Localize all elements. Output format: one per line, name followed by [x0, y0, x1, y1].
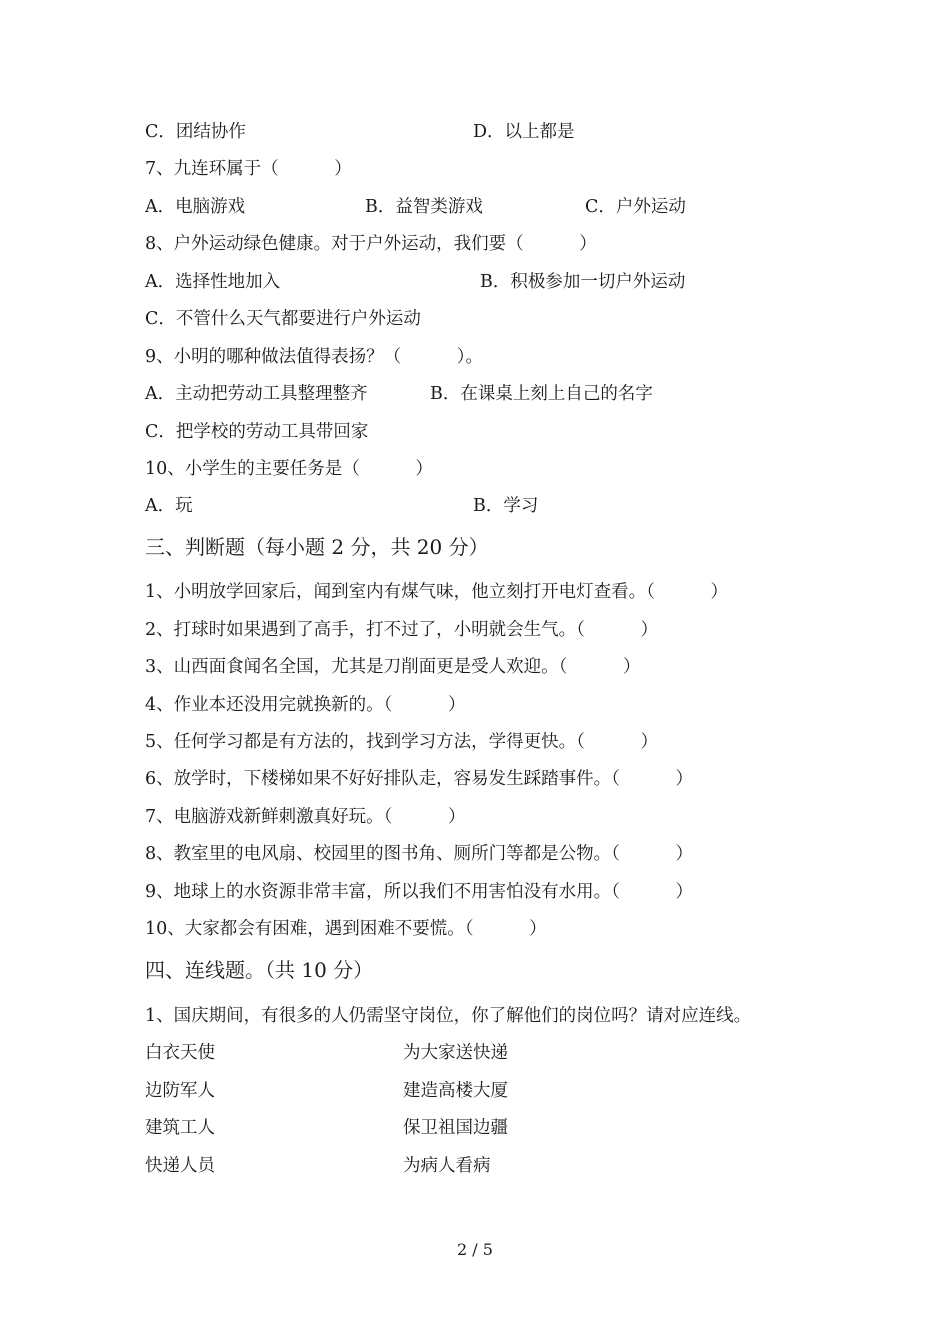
judgment-item: 1、小明放学回家后，闻到室内有煤气味，他立刻打开电灯查看。（ ）: [145, 582, 729, 602]
matching-right-item: 保卫祖国边疆: [403, 1118, 508, 1138]
judgment-item: 8、教室里的电风扇、校园里的图书角、厕所门等都是公物。（ ）: [145, 844, 694, 864]
section-3-title: 三、判断题（每小题 2 分，共 20 分）: [145, 535, 489, 559]
judgment-item: 7、电脑游戏新鲜刺激真好玩。（ ）: [145, 807, 466, 827]
q9-option-c: C．把学校的劳动工具带回家: [145, 422, 369, 442]
judgment-item: 3、山西面食闻名全国，尤其是刀削面更是受人欢迎。（ ）: [145, 657, 641, 677]
q6-option-c: C．团结协作: [145, 122, 246, 142]
judgment-item: 2、打球时如果遇到了高手，打不过了，小明就会生气。（ ）: [145, 620, 659, 640]
q9-question: 9、小明的哪种做法值得表扬？（ ）。: [145, 347, 484, 367]
q7-option-c: C．户外运动: [585, 197, 686, 217]
q7-option-a: A．电脑游戏: [145, 197, 246, 217]
judgment-item: 6、放学时，下楼梯如果不好好排队走，容易发生踩踏事件。（ ）: [145, 769, 694, 789]
q8-option-b: B．积极参加一切户外运动: [480, 272, 686, 292]
judgment-item: 10、大家都会有困难，遇到困难不要慌。（ ）: [145, 919, 547, 939]
q9-option-a: A．主动把劳动工具整理整齐: [145, 384, 368, 404]
q7-question: 7、九连环属于（ ）: [145, 159, 352, 179]
q8-option-c: C．不管什么天气都要进行户外运动: [145, 309, 421, 329]
matching-left-item: 建筑工人: [145, 1118, 215, 1138]
q10-question: 10、小学生的主要任务是（ ）: [145, 459, 433, 479]
q9-option-b: B．在课桌上刻上自己的名字: [430, 384, 653, 404]
matching-right-item: 建造高楼大厦: [403, 1081, 508, 1101]
matching-left-item: 边防军人: [145, 1081, 215, 1101]
q10-option-b: B．学习: [473, 496, 539, 516]
matching-left-item: 白衣天使: [145, 1043, 215, 1063]
q7-option-b: B．益智类游戏: [365, 197, 483, 217]
judgment-item: 5、任何学习都是有方法的，找到学习方法，学得更快。（ ）: [145, 732, 659, 752]
matching-right-item: 为病人看病: [403, 1156, 491, 1176]
page-number: 2 / 5: [457, 1240, 493, 1259]
judgment-item: 9、地球上的水资源非常丰富，所以我们不用害怕没有水用。（ ）: [145, 882, 694, 902]
q8-option-a: A．选择性地加入: [145, 272, 281, 292]
matching-question: 1、国庆期间，有很多的人仍需坚守岗位，你了解他们的岗位吗？请对应连线。: [145, 1006, 752, 1026]
judgment-item: 4、作业本还没用完就换新的。（ ）: [145, 695, 466, 715]
q6-option-d: D．以上都是: [473, 122, 575, 142]
matching-left-item: 快递人员: [145, 1156, 215, 1176]
section-4-title: 四、连线题。（共 10 分）: [145, 958, 374, 982]
matching-right-item: 为大家送快递: [403, 1043, 508, 1063]
q8-question: 8、户外运动绿色健康。对于户外运动，我们要（ ）: [145, 234, 597, 254]
q10-option-a: A．玩: [145, 496, 193, 516]
